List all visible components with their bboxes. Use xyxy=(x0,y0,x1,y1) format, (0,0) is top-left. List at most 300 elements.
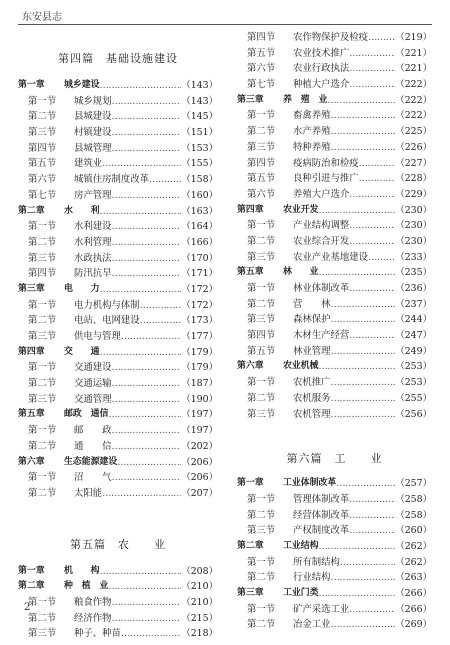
toc-section-entry[interactable] xyxy=(237,555,432,571)
toc-section-entry[interactable] xyxy=(237,218,432,234)
entry-label: 第六节 xyxy=(247,188,276,200)
entry-page-number: （197） xyxy=(181,409,218,421)
toc-chapter-entry[interactable] xyxy=(237,203,432,219)
entry-title: 营 林 xyxy=(293,298,331,310)
dot-leader xyxy=(112,219,182,235)
entry-page-number: （145） xyxy=(181,111,218,123)
toc-section-entry[interactable] xyxy=(18,156,218,172)
toc-left-column xyxy=(18,30,218,642)
entry-title: 特种养殖 xyxy=(293,141,331,153)
entry-label: 第一章 xyxy=(18,80,45,90)
dot-leader xyxy=(331,140,396,156)
entry-page-number: （269） xyxy=(395,619,432,631)
entry-label: 第二节 xyxy=(28,487,57,499)
toc-section-entry[interactable] xyxy=(18,392,218,408)
part-heading: 第五篇 农 业 xyxy=(70,537,166,551)
entry-page-number: （179） xyxy=(181,346,218,358)
toc-section-entry[interactable] xyxy=(237,508,432,524)
entry-page-number: （236） xyxy=(395,283,432,294)
entry-page-number: （221） xyxy=(395,47,432,59)
dot-leader xyxy=(112,251,182,267)
toc-section-entry[interactable] xyxy=(18,611,218,627)
entry-label: 第三节 xyxy=(28,331,57,342)
toc-section-entry[interactable] xyxy=(18,595,218,611)
dot-leader xyxy=(319,586,396,602)
entry-title: 产权制度改革 xyxy=(293,525,350,537)
toc-section-entry[interactable] xyxy=(237,602,432,618)
entry-label: 第二节 xyxy=(247,298,276,310)
dot-leader xyxy=(319,539,396,555)
entry-page-number: （166） xyxy=(181,236,218,248)
entry-label: 第五节 xyxy=(28,158,57,170)
entry-page-number: （230） xyxy=(395,220,432,232)
entry-title: 农机管理 xyxy=(293,408,331,420)
entry-page-number: （260） xyxy=(395,525,432,537)
entry-page-number: （155） xyxy=(181,158,218,170)
toc-chapter-entry[interactable] xyxy=(18,345,218,361)
entry-title: 良种引进与推广 xyxy=(293,173,359,185)
entry-page-number: （228） xyxy=(395,173,432,185)
entry-page-number: （235） xyxy=(395,267,432,279)
toc-chapter-entry[interactable] xyxy=(237,93,432,109)
entry-title: 电力机构与体制 xyxy=(74,299,140,311)
entry-label: 第一节 xyxy=(247,110,276,122)
toc-section-entry[interactable] xyxy=(18,219,218,235)
toc-section-entry[interactable] xyxy=(18,251,218,267)
toc-section-entry[interactable] xyxy=(237,124,432,140)
dot-leader xyxy=(112,109,182,125)
dot-leader xyxy=(331,375,396,391)
entry-label: 第一节 xyxy=(247,603,276,615)
entry-page-number: （143） xyxy=(181,80,218,91)
page-number: 2 xyxy=(24,602,31,613)
dot-leader xyxy=(349,602,395,618)
dot-leader xyxy=(340,555,395,571)
dot-leader xyxy=(368,30,395,46)
toc-chapter-entry[interactable] xyxy=(237,265,432,281)
part-heading: 第四篇 基础设施建设 xyxy=(58,52,178,65)
entry-title: 交通管理 xyxy=(74,393,112,405)
toc-chapter-entry[interactable] xyxy=(237,476,432,492)
header-rule xyxy=(18,24,432,25)
toc-right-column xyxy=(237,30,432,633)
entry-label: 第二节 xyxy=(28,111,57,123)
dot-leader xyxy=(112,94,182,110)
entry-title: 经济作物 xyxy=(74,612,112,624)
entry-label: 第六节 xyxy=(247,63,276,75)
dot-leader xyxy=(331,407,396,423)
entry-label: 第二节 xyxy=(247,392,276,404)
entry-label: 第二章 xyxy=(18,581,45,592)
entry-page-number: （164） xyxy=(181,221,218,233)
entry-page-number: （163） xyxy=(181,205,218,217)
entry-label: 第一节 xyxy=(28,221,57,233)
toc-section-entry[interactable] xyxy=(18,125,218,141)
entry-label: 第一章 xyxy=(237,478,264,489)
toc-section-entry[interactable] xyxy=(237,108,432,124)
dot-leader xyxy=(349,281,395,297)
dot-leader xyxy=(319,265,396,281)
entry-page-number: （244） xyxy=(395,314,432,326)
toc-section-entry[interactable] xyxy=(18,470,218,486)
entry-label: 第二节 xyxy=(247,619,276,631)
entry-title: 水产养殖 xyxy=(293,126,331,138)
dot-leader xyxy=(331,312,396,328)
entry-label: 第四节 xyxy=(28,142,57,154)
toc-section-entry[interactable] xyxy=(237,312,432,328)
toc-chapter-entry[interactable] xyxy=(237,586,432,602)
entry-label: 第一节 xyxy=(28,95,57,107)
toc-section-entry[interactable] xyxy=(237,156,432,172)
entry-title: 冶金工业 xyxy=(293,619,331,631)
dot-leader xyxy=(121,626,181,642)
dot-leader xyxy=(349,61,395,77)
toc-section-entry[interactable] xyxy=(18,626,218,642)
entry-title: 邮 政 xyxy=(74,425,112,437)
running-header: 东安县志 xyxy=(22,12,62,23)
entry-title: 林业管理 xyxy=(293,345,331,357)
entry-label: 第二节 xyxy=(247,509,276,521)
entry-title: 农业机械 xyxy=(283,361,319,372)
entry-label: 第五节 xyxy=(247,173,276,185)
entry-page-number: （249） xyxy=(395,345,432,357)
entry-page-number: （229） xyxy=(395,188,432,200)
entry-title: 城乡规划 xyxy=(74,95,112,107)
entry-title: 电站、电网建设 xyxy=(74,315,140,327)
toc-section-entry[interactable] xyxy=(18,172,218,188)
entry-label: 第三节 xyxy=(247,141,276,153)
entry-title: 种植大户选介 xyxy=(293,79,350,91)
toc-chapter-entry[interactable] xyxy=(18,579,218,595)
toc-section-entry[interactable] xyxy=(18,94,218,110)
toc-chapter-entry[interactable] xyxy=(18,282,218,298)
dot-leader xyxy=(140,298,182,314)
toc-chapter-entry[interactable] xyxy=(18,204,218,220)
entry-page-number: （158） xyxy=(181,174,218,186)
dot-leader xyxy=(336,476,395,492)
dot-leader xyxy=(327,93,395,109)
entry-label: 第六章 xyxy=(18,456,45,467)
entry-title: 农业开发 xyxy=(283,204,319,215)
entry-title: 邮政 通信 xyxy=(64,409,109,420)
entry-page-number: （222） xyxy=(395,94,432,106)
entry-page-number: （208） xyxy=(181,565,218,577)
entry-title: 粮食作物 xyxy=(74,596,112,608)
entry-title: 生态能源建设 xyxy=(64,456,118,467)
toc-section-entry[interactable] xyxy=(237,570,432,586)
entry-page-number: （187） xyxy=(181,378,218,390)
entry-title: 疫病防治和检疫 xyxy=(293,157,359,169)
toc-section-entry[interactable] xyxy=(237,187,432,203)
dot-leader xyxy=(349,77,395,93)
toc-section-entry[interactable] xyxy=(18,141,218,157)
entry-label: 第四节 xyxy=(247,330,276,342)
toc-section-entry[interactable] xyxy=(237,375,432,391)
entry-label: 第一节 xyxy=(28,472,57,484)
entry-title: 农业综合开发 xyxy=(293,235,350,247)
dot-leader xyxy=(149,172,181,188)
dot-leader xyxy=(331,617,396,633)
entry-label: 第二节 xyxy=(28,612,57,624)
entry-title: 水政执法 xyxy=(74,252,112,264)
entry-title: 林业体制改革 xyxy=(293,283,350,294)
entry-label: 第一章 xyxy=(18,565,45,576)
part-spacer xyxy=(18,502,218,516)
entry-page-number: （206） xyxy=(181,472,218,484)
entry-title: 村镇建设 xyxy=(74,127,112,139)
entry-label: 第一节 xyxy=(247,556,276,568)
toc-chapter-entry[interactable] xyxy=(18,455,218,471)
entry-title: 养殖大户选介 xyxy=(293,188,350,200)
dot-leader xyxy=(349,328,395,344)
entry-title: 建筑业 xyxy=(74,158,103,170)
dot-leader xyxy=(349,187,395,203)
dot-leader xyxy=(108,579,181,595)
entry-title: 防汛抗旱 xyxy=(74,268,112,280)
entry-page-number: （237） xyxy=(395,298,432,310)
entry-label: 第三节 xyxy=(247,314,276,326)
dot-leader xyxy=(349,508,395,524)
entry-label: 第三章 xyxy=(237,94,264,105)
entry-page-number: （227） xyxy=(395,157,432,169)
entry-page-number: （253） xyxy=(395,377,432,389)
entry-page-number: （247） xyxy=(395,330,432,342)
entry-label: 第三节 xyxy=(247,525,276,537)
entry-label: 第一节 xyxy=(28,425,57,437)
toc-section-entry[interactable] xyxy=(18,376,218,392)
entry-title: 木材生产经营 xyxy=(293,330,350,342)
entry-page-number: （219） xyxy=(395,32,432,43)
entry-title: 畜禽养殖 xyxy=(293,110,331,122)
entry-label: 第一节 xyxy=(28,596,57,608)
dot-leader xyxy=(349,46,395,62)
entry-page-number: （266） xyxy=(395,588,432,599)
entry-label: 第三章 xyxy=(237,588,264,598)
entry-label: 第六章 xyxy=(237,361,264,372)
entry-title: 种子、种苗 xyxy=(74,628,121,640)
toc-section-entry[interactable] xyxy=(237,344,432,360)
toc-section-entry[interactable] xyxy=(237,297,432,313)
entry-label: 第三节 xyxy=(247,408,276,420)
part-spacer xyxy=(237,422,432,436)
entry-page-number: （210） xyxy=(181,596,218,608)
entry-label: 第五章 xyxy=(18,409,45,420)
dot-leader xyxy=(319,359,396,375)
entry-label: 第四节 xyxy=(28,268,57,280)
entry-label: 第二节 xyxy=(28,440,57,452)
dot-leader xyxy=(349,218,395,234)
entry-page-number: （263） xyxy=(395,572,432,584)
toc-section-entry[interactable] xyxy=(18,439,218,455)
toc-chapter-entry[interactable] xyxy=(18,78,218,94)
entry-label: 第一节 xyxy=(247,377,276,389)
entry-title: 太阳能 xyxy=(74,487,103,499)
entry-title: 电 力 xyxy=(64,283,100,294)
toc-section-entry[interactable] xyxy=(18,360,218,376)
entry-page-number: （230） xyxy=(395,204,432,216)
toc-chapter-entry[interactable] xyxy=(18,407,218,423)
entry-title: 县城建设 xyxy=(74,111,112,123)
entry-title: 工业体制改革 xyxy=(283,478,337,489)
dot-leader xyxy=(331,108,396,124)
entry-page-number: （197） xyxy=(181,425,218,437)
entry-page-number: （151） xyxy=(181,127,218,139)
dot-leader xyxy=(112,376,182,392)
dot-leader xyxy=(368,250,395,266)
entry-page-number: （190） xyxy=(181,393,218,405)
toc-section-entry[interactable] xyxy=(237,46,432,62)
entry-title: 房产管理 xyxy=(74,189,112,201)
toc-section-entry[interactable] xyxy=(18,329,218,345)
toc-section-entry[interactable] xyxy=(237,250,432,266)
entry-page-number: （253） xyxy=(395,361,432,373)
entry-title: 县城管理 xyxy=(74,142,112,154)
dot-leader xyxy=(359,156,396,172)
toc-section-entry[interactable] xyxy=(237,492,432,508)
toc-section-entry[interactable] xyxy=(18,188,218,204)
toc-section-entry[interactable] xyxy=(18,109,218,125)
dot-leader xyxy=(102,156,181,172)
dot-leader xyxy=(112,392,182,408)
toc-section-entry[interactable] xyxy=(18,486,218,502)
entry-label: 第三章 xyxy=(18,283,45,294)
entry-label: 第二节 xyxy=(28,378,57,390)
entry-label: 第二节 xyxy=(247,126,276,138)
toc-section-entry[interactable] xyxy=(237,171,432,187)
entry-page-number: （266） xyxy=(395,603,432,615)
toc-section-entry[interactable] xyxy=(237,140,432,156)
toc-section-entry[interactable] xyxy=(18,235,218,251)
entry-label: 第二章 xyxy=(237,540,264,551)
toc-section-entry[interactable] xyxy=(237,281,432,297)
entry-title: 农业产业基地建设 xyxy=(293,251,369,263)
dot-leader xyxy=(331,570,396,586)
entry-title: 城镇住房制度改革 xyxy=(74,174,150,186)
toc-section-entry[interactable] xyxy=(237,234,432,250)
entry-page-number: （257） xyxy=(395,478,432,490)
entry-page-number: （160） xyxy=(181,189,218,201)
toc-section-entry[interactable] xyxy=(237,407,432,423)
entry-label: 第三节 xyxy=(247,251,276,263)
entry-title: 水 利 xyxy=(64,205,100,216)
entry-page-number: （172） xyxy=(181,299,218,311)
entry-label: 第七节 xyxy=(28,189,57,201)
entry-title: 水利建设 xyxy=(74,221,112,233)
dot-leader xyxy=(112,360,182,376)
dot-leader xyxy=(121,329,181,345)
entry-title: 行业结构 xyxy=(293,572,331,584)
entry-title: 矿产采选工业 xyxy=(293,603,350,615)
dot-leader xyxy=(359,171,396,187)
toc-section-entry[interactable] xyxy=(237,61,432,77)
entry-page-number: （171） xyxy=(181,268,218,280)
entry-label: 第四章 xyxy=(237,204,264,215)
entry-page-number: （258） xyxy=(395,493,432,505)
dot-leader xyxy=(100,204,182,220)
dot-leader xyxy=(349,234,395,250)
dot-leader xyxy=(117,455,181,471)
entry-title: 林 业 xyxy=(283,267,319,278)
entry-page-number: （206） xyxy=(181,456,218,468)
toc-section-entry[interactable] xyxy=(18,313,218,329)
entry-page-number: （222） xyxy=(395,79,432,91)
dot-leader xyxy=(100,282,182,298)
entry-title: 城乡建设 xyxy=(64,80,100,90)
part-heading: 第六篇 工 业 xyxy=(286,452,383,466)
entry-title: 交 通 xyxy=(64,346,100,357)
dot-leader xyxy=(319,203,396,219)
entry-title: 工业结构 xyxy=(283,540,319,551)
entry-label: 第二节 xyxy=(247,235,276,247)
entry-title: 供电与管理 xyxy=(74,331,121,342)
toc-section-entry[interactable] xyxy=(237,391,432,407)
entry-page-number: （222） xyxy=(395,110,432,122)
dot-leader xyxy=(349,492,395,508)
entry-page-number: （218） xyxy=(181,628,218,640)
entry-title: 产业结构调整 xyxy=(293,220,350,232)
entry-title: 农机推广 xyxy=(293,377,331,389)
entry-title: 沼 气 xyxy=(74,472,112,484)
toc-section-entry[interactable] xyxy=(237,617,432,633)
entry-page-number: （173） xyxy=(181,315,218,327)
entry-label: 第一节 xyxy=(28,299,57,311)
dot-leader xyxy=(112,235,182,251)
toc-section-entry[interactable] xyxy=(18,423,218,439)
entry-page-number: （226） xyxy=(395,141,432,153)
toc-chapter-entry[interactable] xyxy=(237,539,432,555)
dot-leader xyxy=(112,125,182,141)
entry-label: 第五节 xyxy=(247,47,276,59)
toc-chapter-entry[interactable] xyxy=(237,359,432,375)
entry-page-number: （177） xyxy=(181,331,218,342)
entry-title: 农业技术推广 xyxy=(293,47,350,59)
entry-page-number: （179） xyxy=(181,362,218,374)
entry-title: 养 殖 业 xyxy=(283,94,328,105)
entry-page-number: （172） xyxy=(181,283,218,295)
entry-label: 第三节 xyxy=(28,393,57,405)
entry-label: 第二章 xyxy=(18,205,45,216)
toc-section-entry[interactable] xyxy=(237,30,432,46)
entry-page-number: （255） xyxy=(395,392,432,404)
entry-page-number: （262） xyxy=(395,556,432,568)
toc-section-entry[interactable] xyxy=(237,523,432,539)
entry-page-number: （143） xyxy=(181,95,218,107)
entry-label: 第五章 xyxy=(237,267,264,278)
entry-label: 第一节 xyxy=(247,220,276,232)
dot-leader xyxy=(112,595,182,611)
entry-label: 第二节 xyxy=(247,572,276,584)
entry-page-number: （221） xyxy=(395,63,432,75)
dot-leader xyxy=(331,297,396,313)
entry-label: 第二节 xyxy=(28,315,57,327)
entry-label: 第三节 xyxy=(28,628,57,640)
toc-section-entry[interactable] xyxy=(237,77,432,93)
entry-page-number: （170） xyxy=(181,252,218,264)
entry-page-number: （256） xyxy=(395,408,432,420)
entry-label: 第四节 xyxy=(247,157,276,169)
entry-title: 森林保护 xyxy=(293,314,331,326)
entry-page-number: （207） xyxy=(181,487,218,499)
entry-label: 第一节 xyxy=(247,493,276,505)
entry-label: 第五节 xyxy=(247,345,276,357)
dot-leader xyxy=(112,266,182,282)
toc-section-entry[interactable] xyxy=(237,328,432,344)
toc-section-entry[interactable] xyxy=(18,298,218,314)
dot-leader xyxy=(112,439,182,455)
toc-section-entry[interactable] xyxy=(18,266,218,282)
entry-page-number: （202） xyxy=(181,440,218,452)
toc-chapter-entry[interactable] xyxy=(18,564,218,580)
